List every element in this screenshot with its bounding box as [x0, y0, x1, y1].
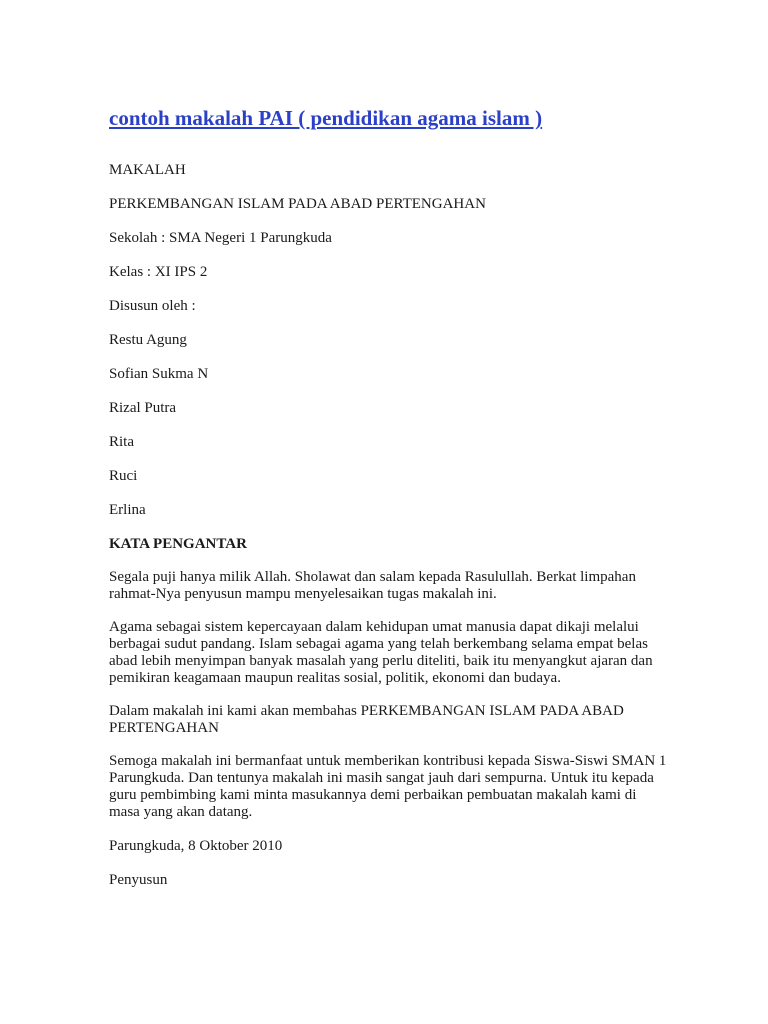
- compiled-by-label: Disusun oleh :: [109, 298, 196, 314]
- author-name: Restu Agung: [109, 332, 187, 348]
- class-line: Kelas : XI IPS 2: [109, 264, 208, 280]
- heading: MAKALAH: [109, 162, 186, 178]
- section-heading: KATA PENGANTAR: [109, 536, 247, 552]
- place-date: Parungkuda, 8 Oktober 2010: [109, 838, 283, 854]
- paragraph: Segala puji hanya milik Allah. Sholawat dan salam kepada Rasulullah. Berkat limpahan rahmat-Nya penyusun mampu menyelesaikan tugas makalah ini.: [109, 569, 636, 602]
- document-content: [109, 104, 669, 905]
- author-name: Rizal Putra: [109, 400, 177, 416]
- paragraph: Dalam makalah ini kami akan membahas PERKEMBANGAN ISLAM PADA ABAD PERTENGAHAN: [109, 703, 624, 736]
- paragraph: Semoga makalah ini bermanfaat untuk memberikan kontribusi kepada Siswa-Siswi SMAN 1 Parungkuda. Dan tentunya makalah ini masih sangat jauh dari sempurna. Untuk itu kepada guru pembimbing kami minta masukannya demi perbaikan pembuatan makalah kami di masa yang akan datang.: [109, 753, 667, 820]
- document-title-link[interactable]: contoh makalah PAI ( pendidikan agama islam ): [109, 106, 543, 130]
- cover-block: [109, 161, 669, 553]
- school-line: Sekolah : SMA Negeri 1 Parungkuda: [109, 230, 332, 246]
- paragraph: Agama sebagai sistem kepercayaan dalam kehidupan umat manusia dapat dikaji melalui berbagai sudut pandang. Islam sebagai agama yang telah berkembang selama empat belas abad lebih menyimpan banyak masalah yang perlu diteliti, baik itu menyangkut ajaran dan pemikiran keagamaan maupun realitas sosial, politik, ekonomi dan budaya.: [109, 619, 653, 686]
- author-name: Sofian Sukma N: [109, 366, 209, 382]
- author-name: Rita: [109, 434, 134, 450]
- foreword-body: [109, 569, 669, 889]
- subject-title: PERKEMBANGAN ISLAM PADA ABAD PERTENGAHAN: [109, 196, 486, 212]
- author-name: Erlina: [109, 502, 146, 518]
- author-name: Ruci: [109, 468, 138, 484]
- signature-label: Penyusun: [109, 872, 168, 888]
